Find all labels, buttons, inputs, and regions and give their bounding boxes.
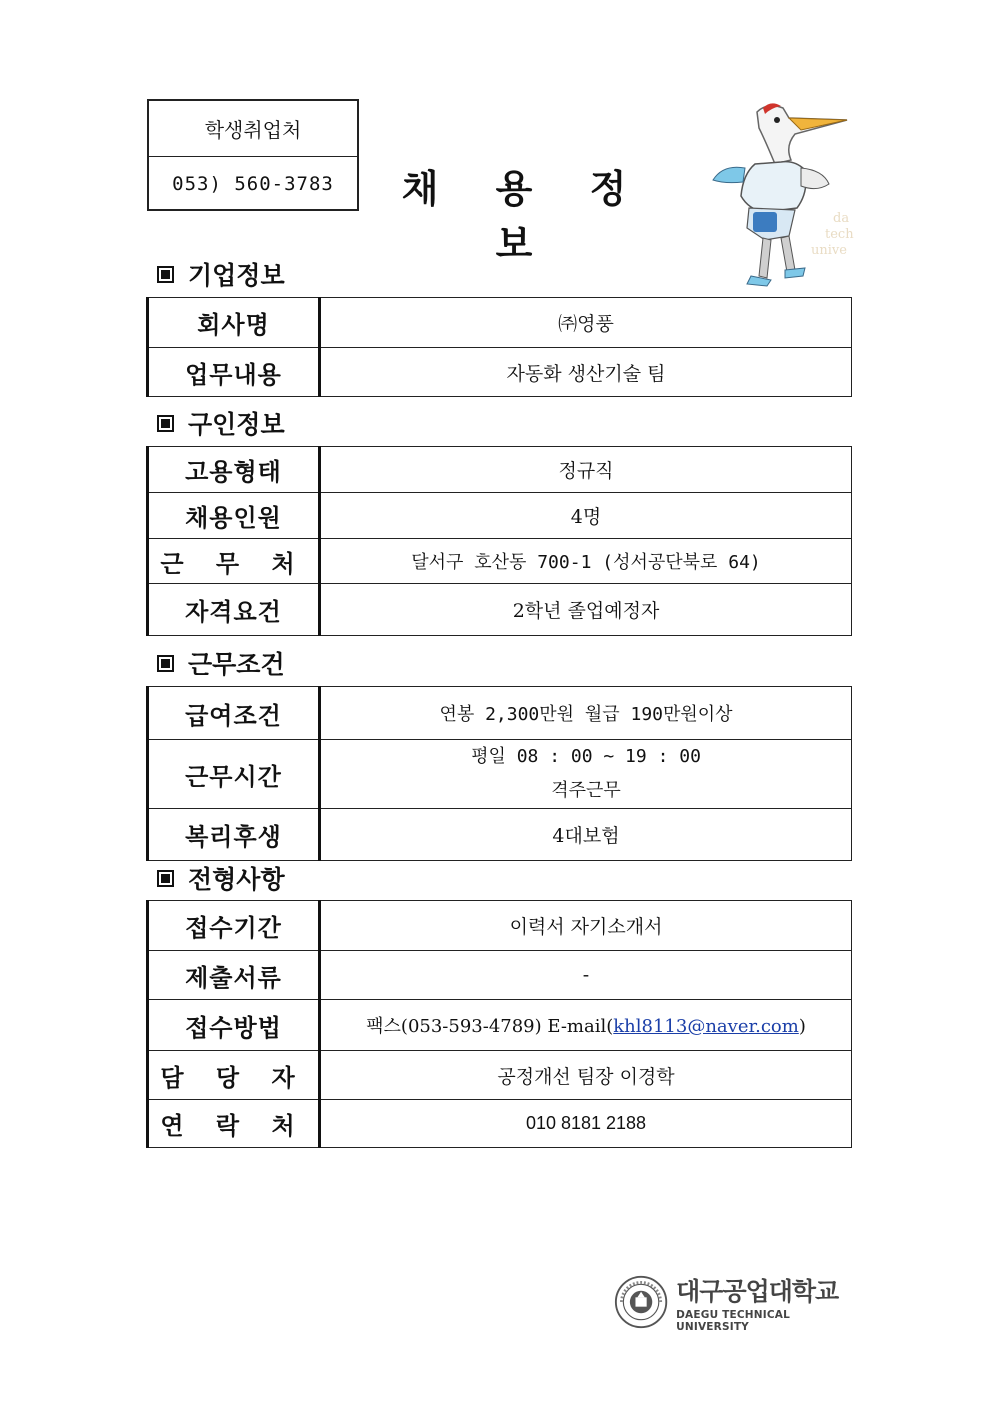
table-row [148,901,852,951]
square-bullet-icon [157,266,174,283]
contact-box [147,99,359,211]
row-value: ㈜영풍 [320,298,852,348]
row-value [320,1000,852,1051]
section-heading-conditions: 근무조건 [157,645,285,681]
row-label: 회사명 [148,298,320,348]
row-value: 이력서 자기소개서 [320,901,852,951]
fax-and-email-prefix: 팩스(053-593-4789) E-mail( [366,1016,614,1037]
row-value: - [320,951,852,1000]
row-value: 공정개선 팀장 이경학 [320,1051,852,1100]
university-seal-icon [614,1273,668,1331]
table-row [148,298,852,348]
row-value: 정규직 [320,447,852,493]
table-row [148,687,852,740]
university-name-en: DAEGU TECHNICAL UNIVERSITY [676,1308,791,1333]
hiring-table [146,446,852,636]
crane-mascot-icon [705,100,855,288]
work-schedule: 격주근무 [551,780,621,801]
table-row [148,493,852,539]
row-label: 채용인원 [148,493,320,539]
email-link[interactable]: khl8113@naver.com [613,1016,799,1037]
table-row [148,348,852,397]
row-label: 담 당 자 [148,1051,320,1100]
row-label: 업무내용 [148,348,320,397]
contact-phone: 053) 560-3783 [149,156,357,210]
square-bullet-icon [157,870,174,887]
table-row [148,584,852,636]
svg-text:tech: tech [825,227,854,242]
row-label: 고용형태 [148,447,320,493]
table-row [148,447,852,493]
row-value: 2학년 졸업예정자 [320,584,852,636]
table-row [148,1100,852,1148]
square-bullet-icon [157,415,174,432]
section-heading-hiring: 구인정보 [157,405,285,441]
section-heading-company: 기업정보 [157,256,285,292]
university-logo [614,1271,854,1333]
company-table [146,297,852,397]
row-label: 근 무 처 [148,539,320,584]
row-label: 접수기간 [148,901,320,951]
conditions-table [146,686,852,861]
selection-table [146,900,852,1148]
table-row [148,951,852,1000]
svg-text:da: da [833,211,850,226]
row-value: 4대보험 [320,809,852,861]
row-label: 근무시간 [148,740,320,809]
row-label: 제출서류 [148,951,320,1000]
row-label: 접수방법 [148,1000,320,1051]
row-value: 자동화 생산기술 팀 [320,348,852,397]
table-row [148,539,852,584]
square-bullet-icon [157,655,174,672]
row-label: 복리후생 [148,809,320,861]
row-label: 연 락 처 [148,1100,320,1148]
svg-text:unive: unive [811,243,847,258]
row-value: 010 8181 2188 [320,1100,852,1148]
row-value: 4명 [320,493,852,539]
row-label: 자격요건 [148,584,320,636]
row-label: 급여조건 [148,687,320,740]
email-suffix: ) [798,1016,806,1037]
table-row [148,1000,852,1051]
table-row [148,809,852,861]
section-heading-selection: 전형사항 [157,860,285,896]
contact-label: 학생취업처 [204,118,302,142]
work-hours: 평일 08 : 00 ~ 19 : 00 [471,746,701,767]
table-row [148,1051,852,1100]
table-row [148,740,852,809]
row-value: 연봉 2,300만원 월급 190만원이상 [320,687,852,740]
page-title: 채 용 정 보 [401,167,649,266]
row-value: 달서구 호산동 700-1 (성서공단북로 64) [320,539,852,584]
row-value [320,740,852,809]
university-name-ko: 대구공업대학교 [676,1276,839,1306]
